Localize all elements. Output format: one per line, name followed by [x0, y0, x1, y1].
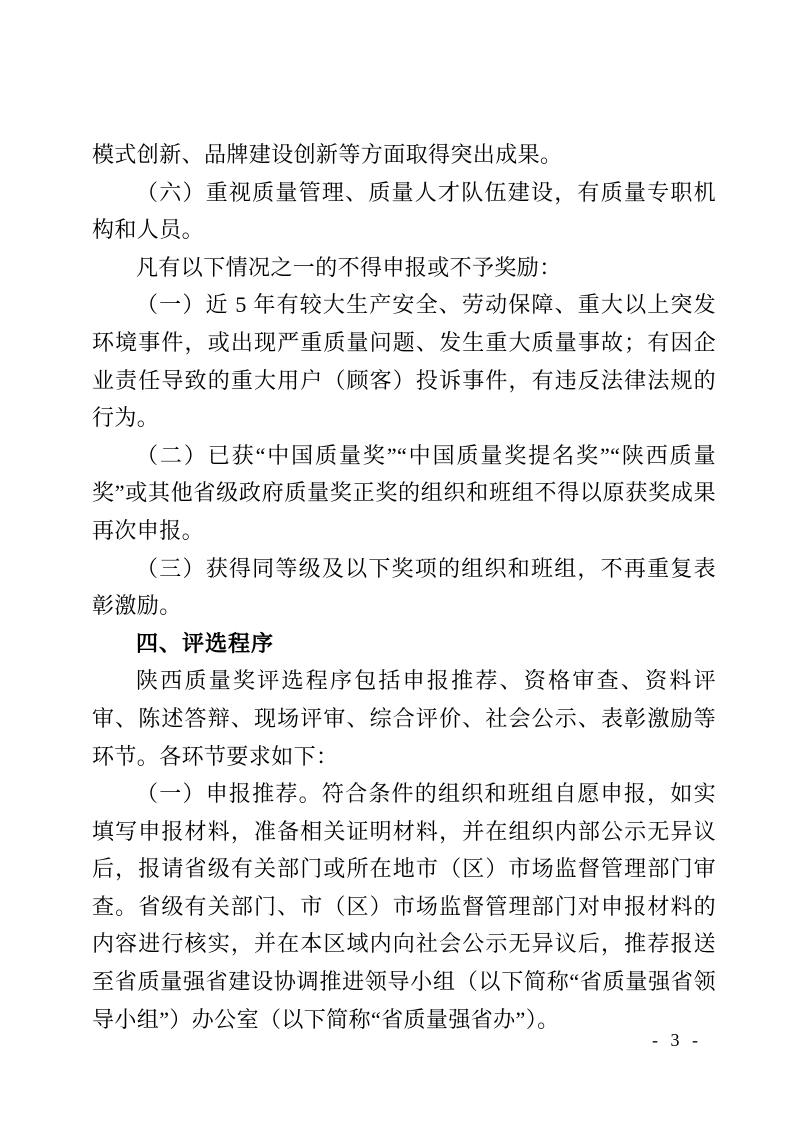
paragraph-continuation: 模式创新、品牌建设创新等方面取得突出成果。 [92, 142, 563, 167]
paragraph-disqualify-1: （一）近 5 年有较大生产安全、劳动保障、重大以上突发环境事件，或出现严重质量问题、发生重大质量事故；有因企业责任导致的重大用户（顾客）投诉事件，有违反法律法规的行为。 [92, 292, 716, 431]
section-heading-4: 四、评选程序 [136, 630, 275, 656]
paragraph-procedure-step-1: （一）申报推荐。符合条件的组织和班组自愿申报，如实填写申报材料，准备相关证明材料，并在组织内部公示无异议后，报请省级有关部门或所在地市（区）市场监督管理部门审查。省级有关部门、市（区）市场监督管理部门对申报材料的内容进行核实，并在本区域内向社会公示无异议后，推荐报送至省质量强省建设协调推进领导小组（以下简称“省质量强省领导小组”）办公室（以下简称“省质量强省办”）。 [92, 781, 716, 1032]
document-body [92, 136, 716, 1038]
page-number: - 3 - [652, 1030, 702, 1050]
paragraph-procedure-overview: 陕西质量奖评选程序包括申报推荐、资格审查、资料评审、陈述答辩、现场评审、综合评价、社会公示、表彰激励等环节。各环节要求如下： [92, 668, 716, 769]
paragraph-disqualify-intro: 凡有以下情况之一的不得申报或不予奖励： [136, 254, 562, 280]
paragraph-disqualify-2: （二）已获“中国质量奖”“中国质量奖提名奖”“陕西质量奖”或其他省级政府质量奖正奖的组织和班组不得以原获奖成果再次申报。 [92, 442, 716, 543]
paragraph-disqualify-3: （三）获得同等级及以下奖项的组织和班组，不再重复表彰激励。 [92, 555, 716, 619]
paragraph-item-6: （六）重视质量管理、质量人才队伍建设，有质量专职机构和人员。 [92, 179, 716, 243]
